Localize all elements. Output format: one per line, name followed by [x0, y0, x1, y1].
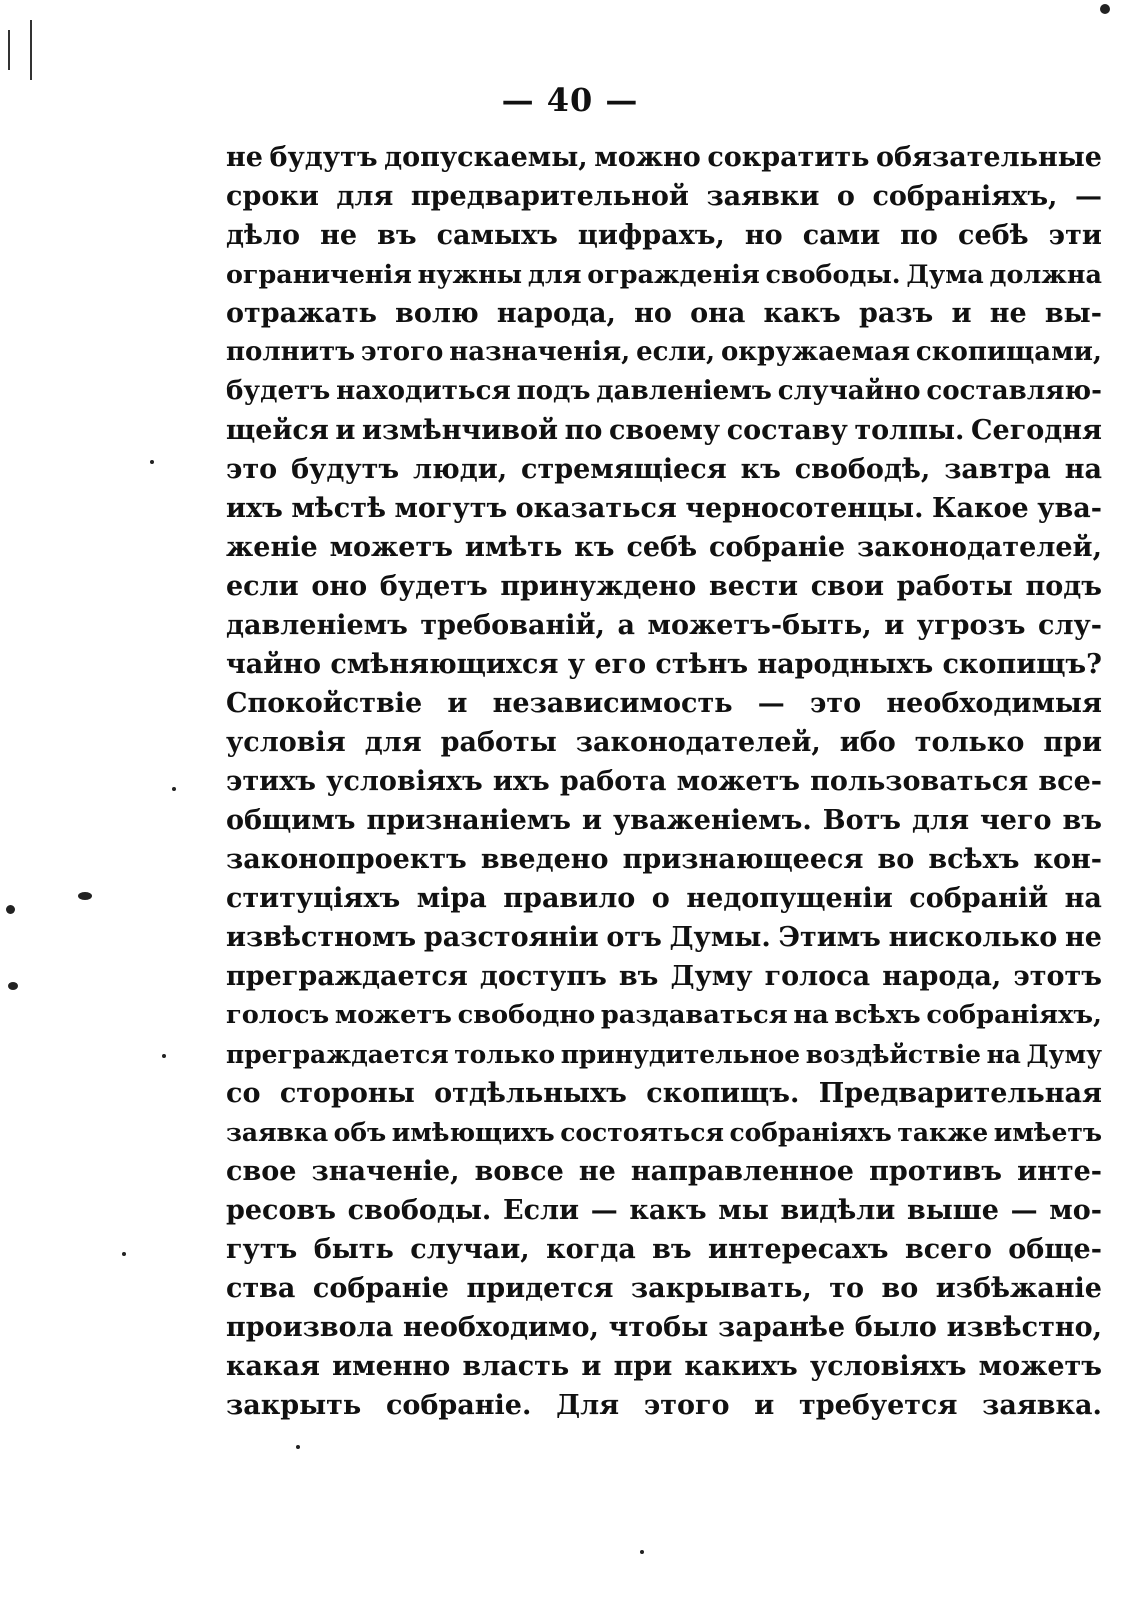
text-line: какая именно власть и при какихъ условіяхъ можетъ — [226, 1351, 1102, 1382]
text-line: законопроектъ введено признающееся во всѣхъ кон- — [226, 844, 1102, 875]
text-line: ституціяхъ міра правило о недопущеніи собраній на — [226, 883, 1102, 914]
scan-speck — [122, 1252, 126, 1256]
text-line: дѣло не въ самыхъ цифрахъ, но сами по себѣ эти — [226, 220, 1102, 251]
text-line: чайно смѣняющихся у его стѣнъ народныхъ скопищъ? — [226, 649, 1102, 680]
text-line: гутъ быть случаи, когда въ интересахъ всего обще- — [226, 1234, 1102, 1265]
body-text — [226, 138, 1102, 1425]
text-line: щейся и измѣнчивой по своему составу толпы. Сегодня — [226, 415, 1102, 446]
text-line: не будутъ допускаемы, можно сократить обязательные — [226, 142, 1102, 173]
scan-speck — [1100, 4, 1110, 14]
text-line: сроки для предварительной заявки о собраніяхъ, — — [226, 181, 1102, 212]
scan-speck — [8, 982, 18, 990]
text-line: преграждается доступъ въ Думу голоса народа, этотъ — [226, 961, 1102, 992]
scan-speck — [296, 1445, 300, 1449]
text-line: преграждается только принудительное воздѣйствіе на Думу — [226, 1040, 1102, 1069]
text-line: Спокойствіе и независимость — это необходимыя — [226, 688, 1102, 719]
scan-edge-mark — [8, 30, 10, 70]
scan-speck — [78, 892, 92, 900]
scan-edge-mark — [30, 20, 32, 80]
text-line: если оно будетъ принуждено вести свои работы подъ — [226, 571, 1102, 602]
text-line: условія для работы законодателей, ибо только при — [226, 727, 1102, 758]
text-line: ресовъ свободы. Если — какъ мы видѣли выше — мо- — [226, 1195, 1102, 1226]
text-line: будетъ находиться подъ давленіемъ случайно составляю- — [226, 376, 1102, 406]
text-line: давленіемъ требованій, а можетъ-быть, и угрозъ слу- — [226, 610, 1102, 641]
text-line: отражать волю народа, но она какъ разъ и не вы- — [226, 298, 1102, 329]
text-line: этихъ условіяхъ ихъ работа можетъ пользоваться все- — [226, 766, 1102, 797]
text-line: свое значеніе, вовсе не направленное противъ инте- — [226, 1156, 1102, 1187]
text-line: заявка объ имѣющихъ состояться собраніяхъ также имѣетъ — [226, 1118, 1102, 1147]
text-line: закрыть собраніе. Для этого и требуется заявка. — [226, 1390, 1102, 1421]
text-line: со стороны отдѣльныхъ скопищъ. Предварительная — [226, 1078, 1102, 1109]
text-line: женіе можетъ имѣть къ себѣ собраніе законодателей, — [226, 532, 1102, 563]
text-line: произвола необходимо, чтобы заранѣе было извѣстно, — [226, 1312, 1102, 1343]
scan-speck — [640, 1550, 644, 1554]
text-line: полнитъ этого назначенія, если, окружаемая скопищами, — [226, 337, 1102, 367]
text-line: извѣстномъ разстояніи отъ Думы. Этимъ нисколько не — [226, 922, 1102, 953]
text-line: ихъ мѣстѣ могутъ оказаться черносотенцы. Какое ува- — [226, 493, 1102, 524]
text-line: ства собраніе придется закрывать, то во избѣжаніе — [226, 1273, 1102, 1304]
scan-speck — [150, 460, 154, 464]
scan-speck — [162, 1054, 166, 1058]
page-number: — 40 — — [501, 81, 639, 119]
scan-speck — [6, 905, 15, 914]
text-line: голосъ можетъ свободно раздаваться на всѣхъ собраніяхъ, — [226, 1000, 1102, 1030]
text-line: это будутъ люди, стремящіеся къ свободѣ, завтра на — [226, 454, 1102, 485]
scan-speck — [172, 787, 176, 791]
text-line: ограниченія нужны для огражденія свободы. Дума должна — [226, 259, 1102, 289]
text-line: общимъ признаніемъ и уваженіемъ. Вотъ для чего въ — [226, 805, 1102, 836]
